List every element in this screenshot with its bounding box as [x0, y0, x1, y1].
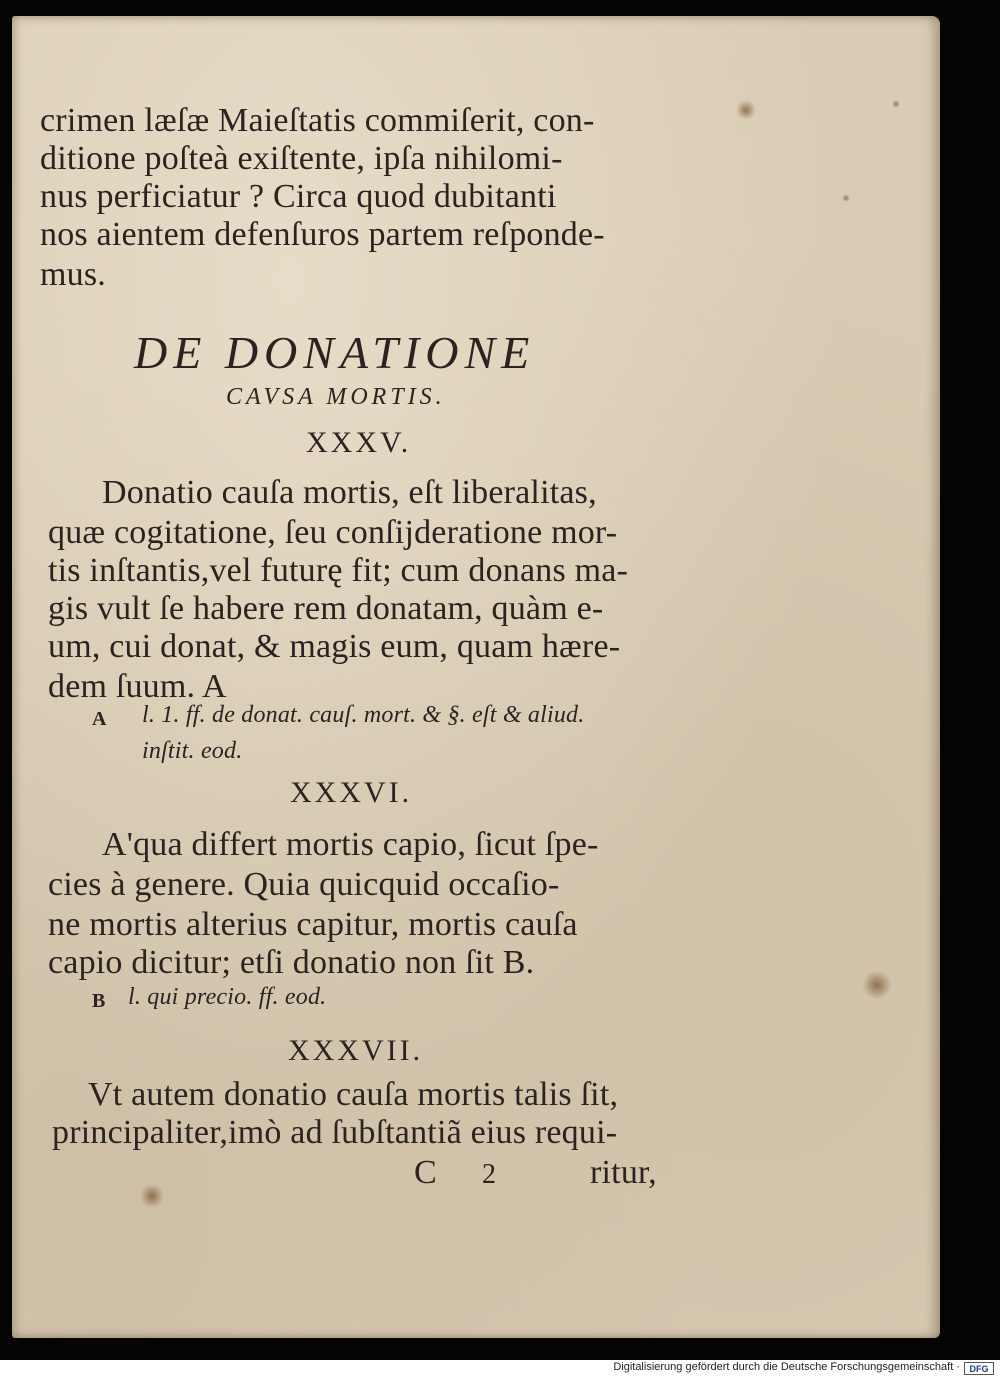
attribution-text: Digitalisierung gefördert durch die Deutsche Forschungsgemeinschaft · — [613, 1361, 960, 1373]
text-line: quæ cogitatione, ſeu conſijderatione mor- — [48, 514, 618, 551]
text-line: cies à genere. Quia quicquid occaſio- — [48, 866, 560, 903]
section-number: XXXV. — [306, 426, 412, 459]
stain-spot — [140, 1184, 164, 1208]
section-heading: DE DONATIONE — [134, 327, 536, 378]
text-line: nos aientem defenſuros partem reſponde- — [40, 216, 605, 253]
footnote-line: l. 1. ff. de donat. cauſ. mort. & §. eſt & aliud. — [142, 702, 585, 728]
attribution-footer — [0, 1360, 1000, 1378]
stain-spot — [842, 194, 850, 202]
text-line: um, cui donat, & magis eum, quam hære- — [48, 628, 621, 665]
section-subheading: CAVSA MORTIS. — [226, 384, 446, 410]
text-line: principaliter,imò ad ſubſtantiã eius requi- — [52, 1114, 618, 1151]
text-line: Donatio cauſa mortis, eſt liberalitas, — [102, 474, 597, 511]
text-line: nus perficiatur ? Circa quod dubitanti — [40, 178, 557, 215]
text-line: ditione poſteà exiſtente, ipſa nihilomi- — [40, 140, 563, 177]
text-line: capio dicitur; etſi donatio non ſit B. — [48, 944, 535, 981]
section-number: XXXVII. — [288, 1034, 424, 1067]
text-line: tis inſtantis,vel futurę fit; cum donans ma- — [48, 552, 629, 589]
footnote-line: inſtit. eod. — [142, 738, 243, 764]
footnote-line: l. qui precio. ff. eod. — [128, 984, 327, 1010]
catchword: ritur, — [590, 1154, 657, 1191]
dfg-logo-icon: DFG — [964, 1362, 994, 1375]
text-line: mus. — [40, 256, 106, 293]
text-line: gis vult ſe habere rem donatam, quàm e- — [48, 590, 604, 627]
text-line: ne mortis alterius capitur, mortis cauſa — [48, 906, 578, 943]
text-line: crimen læſæ Maieſtatis commiſerit, con- — [40, 102, 595, 139]
stain-spot — [892, 100, 900, 108]
section-number: XXXVI. — [290, 776, 413, 809]
text-line: A'qua differt mortis capio, ſicut ſpe- — [102, 826, 599, 863]
stain-spot — [736, 100, 756, 120]
signature-number: 2 — [482, 1159, 497, 1190]
text-line: Vt autem donatio cauſa mortis talis ſit, — [88, 1076, 619, 1113]
footnote-marker: B — [92, 990, 106, 1012]
signature-mark: C — [414, 1154, 437, 1191]
text-line: dem ſuum. A — [48, 668, 227, 705]
stain-spot — [862, 970, 892, 1000]
footnote-marker: A — [92, 708, 107, 730]
